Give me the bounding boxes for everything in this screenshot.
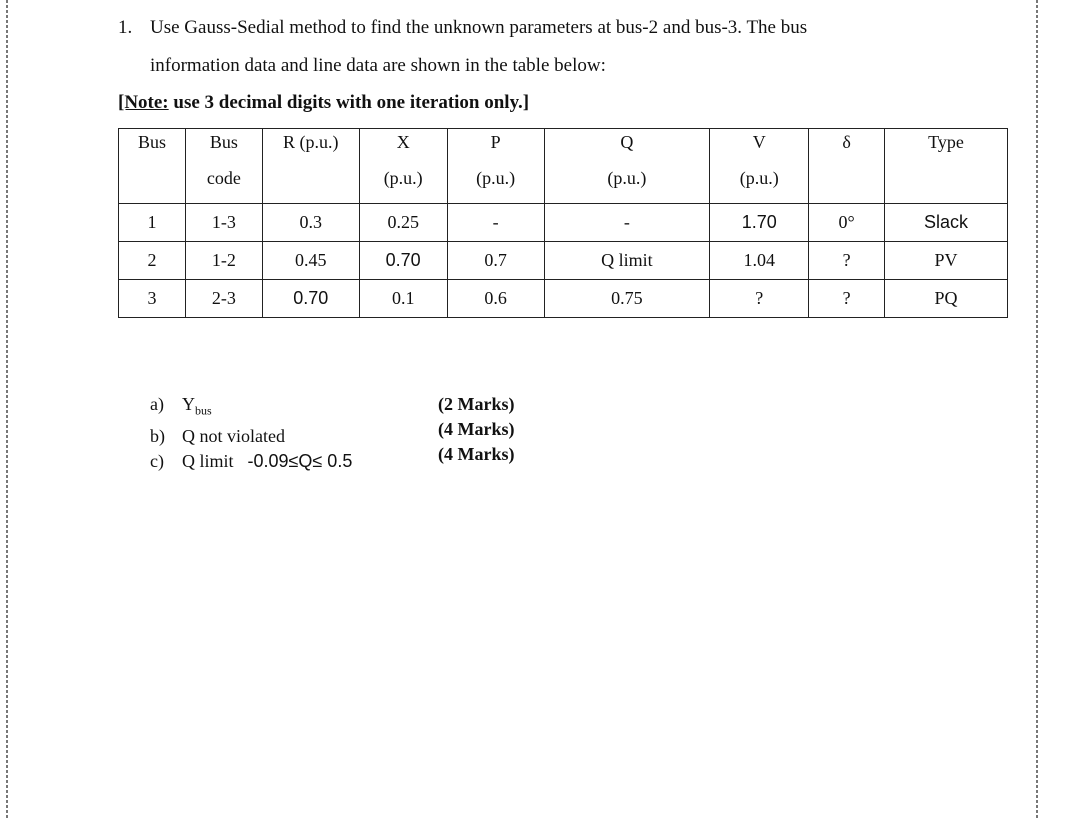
part-b: b) Q not violated <box>150 425 285 446</box>
cell-q: Q limit <box>544 242 710 280</box>
cell-x: 0.70 <box>359 242 447 280</box>
marks-b: (4 Marks) <box>438 419 515 439</box>
cell-q: - <box>544 204 710 242</box>
question-line-1 <box>118 17 807 39</box>
header-v: V (p.u.) <box>710 129 809 204</box>
cell-p: 0.7 <box>447 242 544 280</box>
q-limit-range: -0.09≤Q≤ 0.5 <box>247 450 353 471</box>
header-r: R (p.u.) <box>262 129 359 204</box>
cell-p: 0.6 <box>447 280 544 318</box>
cell-type: PV <box>885 242 1008 280</box>
cell-p: - <box>447 204 544 242</box>
question-text-line1: Use Gauss-Sedial method to find the unknown parameters at bus-2 and bus-3. The bus <box>150 17 808 38</box>
cell-type: PQ <box>885 280 1008 318</box>
header-x: X (p.u.) <box>359 129 447 204</box>
header-p: P (p.u.) <box>447 129 544 204</box>
cell-bus: 3 <box>119 280 186 318</box>
cell-q: 0.75 <box>544 280 710 318</box>
question-number: 1. <box>118 17 133 38</box>
table-row <box>119 280 1008 318</box>
cell-v: ? <box>710 280 809 318</box>
cell-delta: ? <box>809 280 885 318</box>
note <box>118 92 529 114</box>
header-bus-code: Bus code <box>185 129 262 204</box>
part-c: c) Q limit -0.09≤Q≤ 0.5 <box>150 450 353 471</box>
cell-bus-code: 1-2 <box>185 242 262 280</box>
header-q: Q (p.u.) <box>544 129 710 204</box>
table-row <box>119 242 1008 280</box>
question-line-2 <box>150 55 606 77</box>
table-header-row <box>119 129 1008 204</box>
header-bus: Bus <box>119 129 186 204</box>
header-delta: δ <box>809 129 885 204</box>
cell-x: 0.25 <box>359 204 447 242</box>
cell-v: 1.70 <box>710 204 809 242</box>
note-label: [Note: <box>118 92 169 113</box>
left-page-border <box>6 0 8 819</box>
right-page-border <box>1036 0 1038 819</box>
cell-bus-code: 1-3 <box>185 204 262 242</box>
question-text-line2: information data and line data are shown in the table below: <box>150 55 606 76</box>
marks-a: (2 Marks) <box>438 394 515 414</box>
note-text: use 3 decimal digits with one iteration only.] <box>168 92 530 113</box>
cell-r: 0.3 <box>262 204 359 242</box>
cell-x: 0.1 <box>359 280 447 318</box>
marks-column <box>438 392 514 467</box>
table-row <box>119 204 1008 242</box>
cell-delta: ? <box>809 242 885 280</box>
marks-c: (4 Marks) <box>438 444 515 464</box>
cell-bus: 2 <box>119 242 186 280</box>
cell-r: 0.70 <box>262 280 359 318</box>
part-a: a) $Y_{bus}$ <box>150 394 212 418</box>
cell-delta: 0° <box>809 204 885 242</box>
cell-r: 0.45 <box>262 242 359 280</box>
cell-bus-code: 2-3 <box>185 280 262 318</box>
cell-type: Slack <box>885 204 1008 242</box>
bus-data-table <box>118 128 1008 318</box>
cell-bus: 1 <box>119 204 186 242</box>
header-type: Type <box>885 129 1008 204</box>
sub-questions <box>150 392 352 474</box>
cell-v: 1.04 <box>710 242 809 280</box>
